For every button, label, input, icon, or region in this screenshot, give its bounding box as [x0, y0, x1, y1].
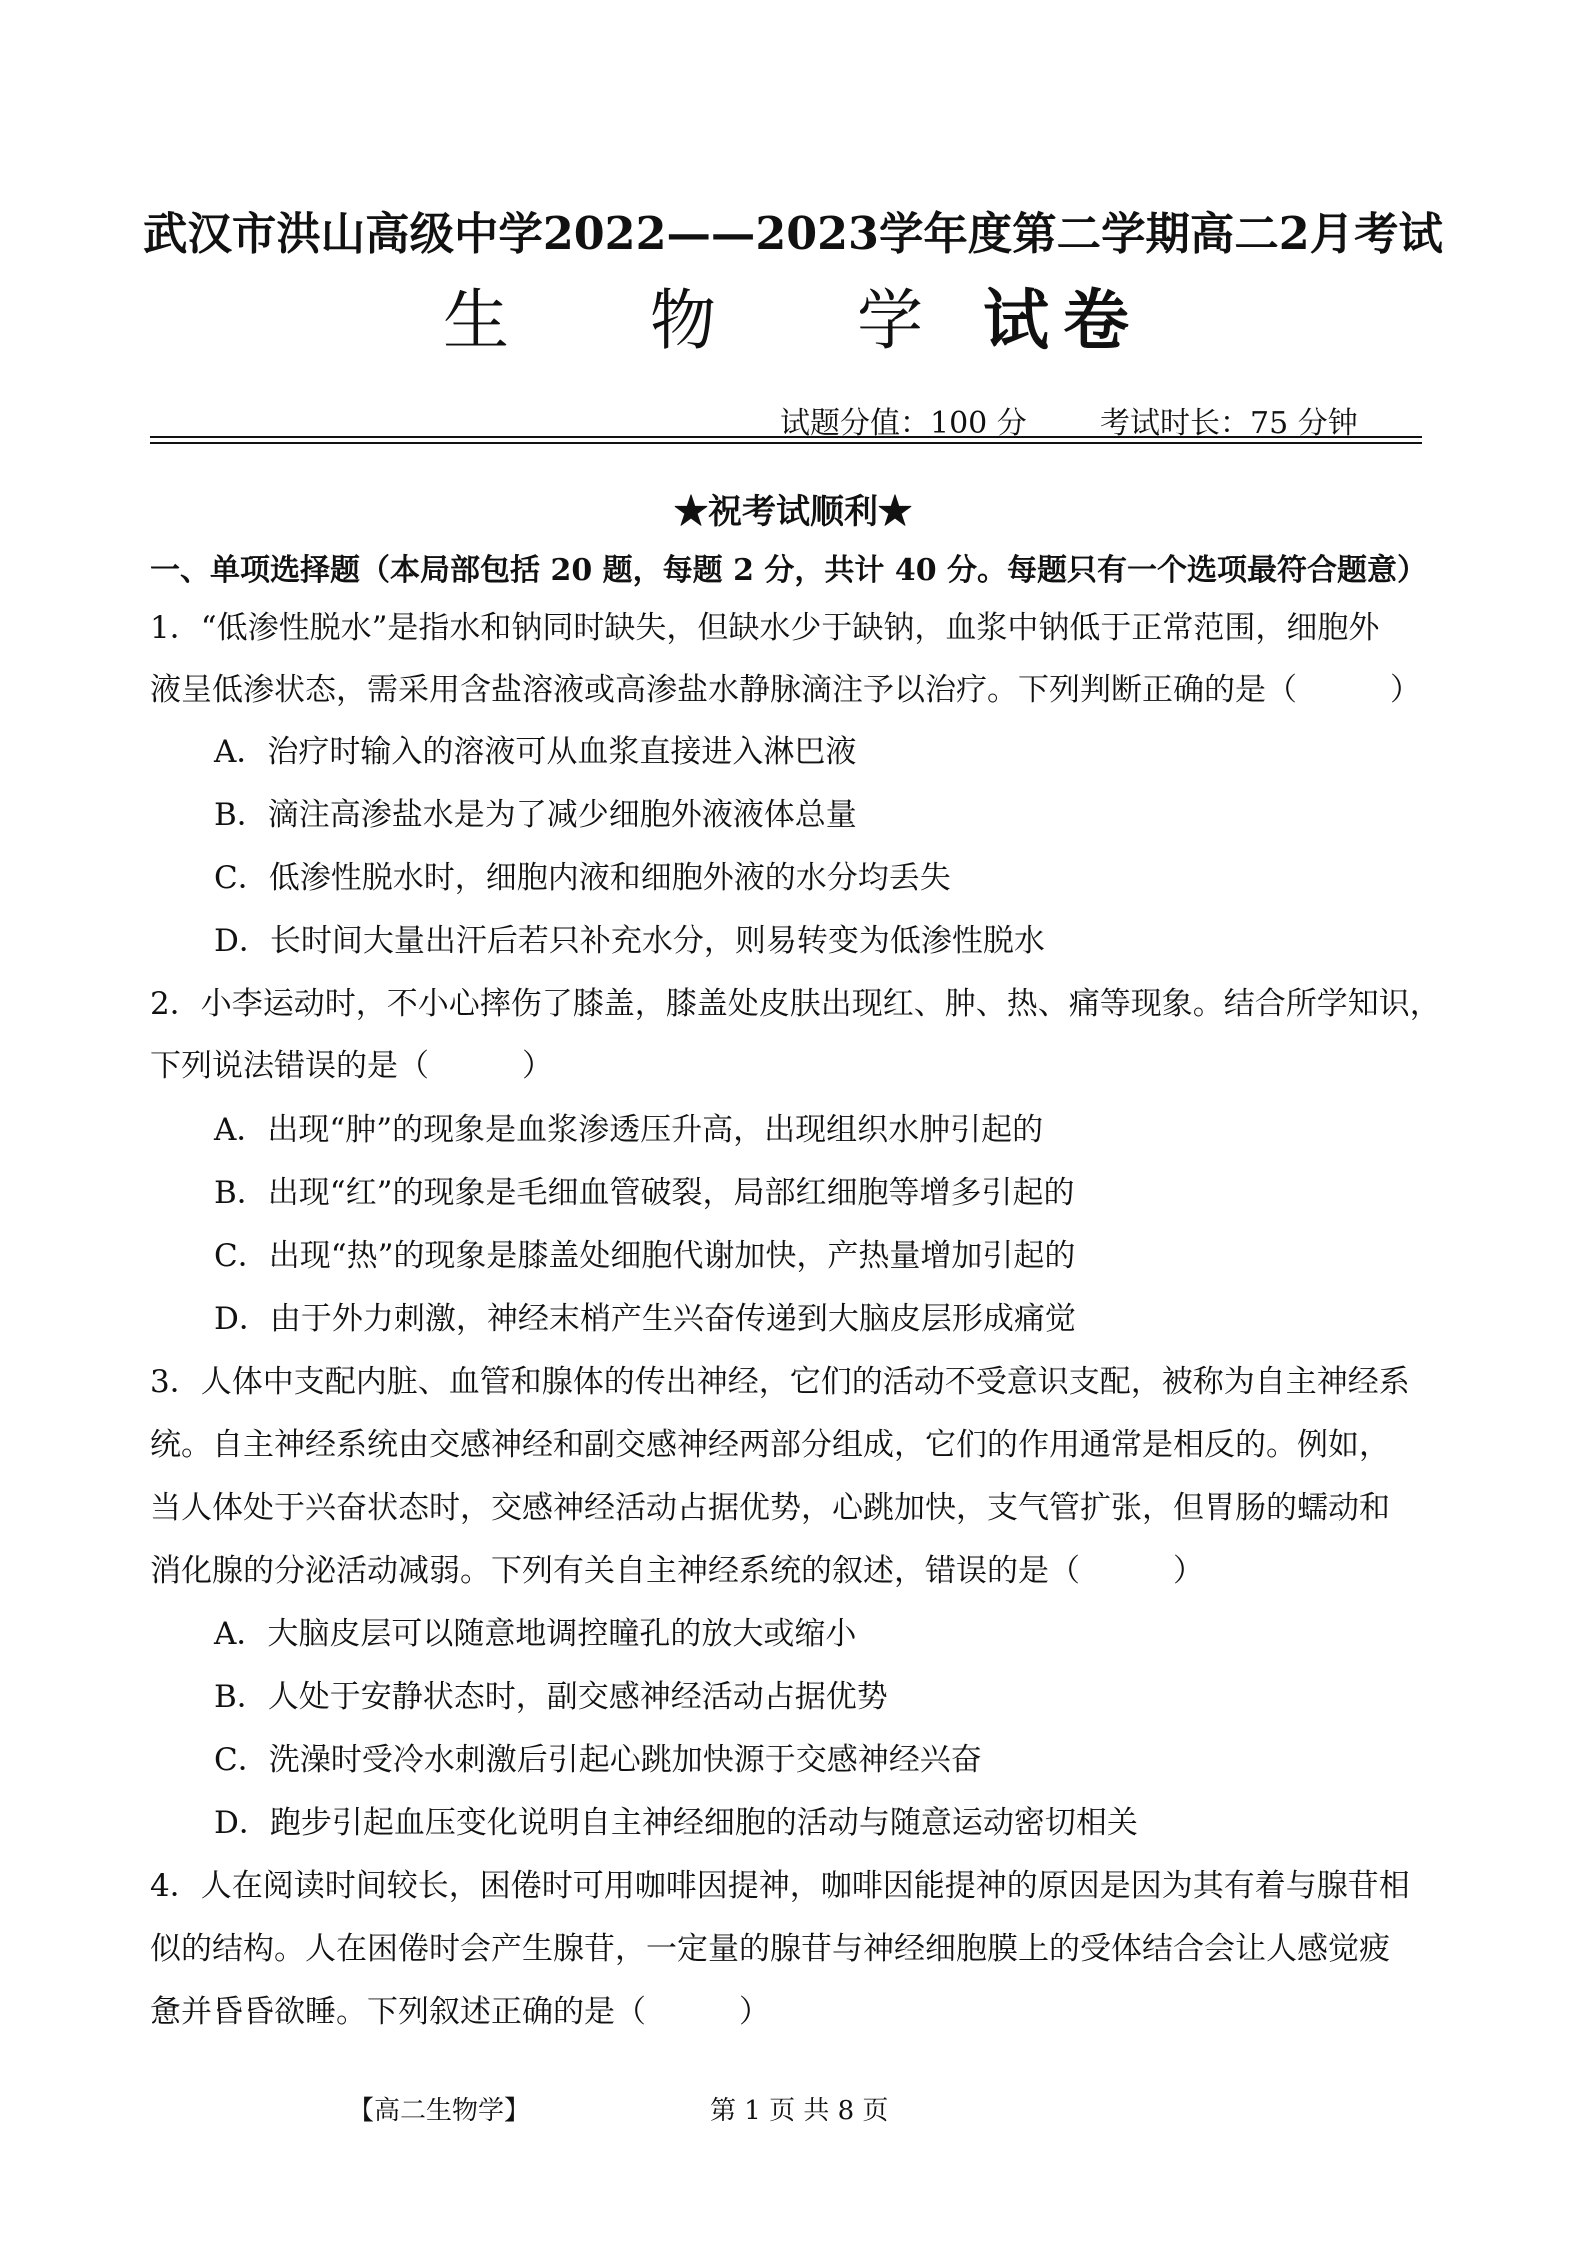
question-2-option-d: D．由于外力刺激，神经末梢产生兴奋传递到大脑皮层形成痛觉 [214, 1301, 1076, 1337]
question-3-option-d: D．跑步引起血压变化说明自主神经细胞的活动与随意运动密切相关 [214, 1805, 1138, 1841]
score-info: 试题分值：100 分 [780, 406, 1027, 441]
question-2-option-a: A．出现“肿”的现象是血浆渗透压升高，出现组织水肿引起的 [214, 1112, 1044, 1148]
footer-subject: 【高二生物学】 [348, 2096, 531, 2126]
question-1-option-c: C．低渗性脱水时，细胞内液和细胞外液的水分均丢失 [214, 860, 951, 896]
question-1-option-b: B．滴注高渗盐水是为了减少细胞外液液体总量 [214, 797, 857, 833]
question-1-option-d: D．长时间大量出汗后若只补充水分，则易转变为低渗性脱水 [214, 923, 1045, 959]
question-2-stem-line-2: 下列说法错误的是（ ） [150, 1048, 553, 1084]
question-4-stem-line-3: 惫并昏昏欲睡。下列叙述正确的是（ ） [150, 1994, 770, 2030]
question-1-option-a: A．治疗时输入的溶液可从血浆直接进入淋巴液 [214, 734, 857, 770]
question-2-stem-line-1: 2．小李运动时，不小心摔伤了膝盖，膝盖处皮肤出现红、肿、热、痛等现象。结合所学知识， [150, 986, 1441, 1022]
question-1-stem-line-2: 液呈低渗状态，需采用含盐溶液或高渗盐水静脉滴注予以治疗。下列判断正确的是（ ） [150, 672, 1421, 708]
question-4-stem-line-2: 似的结构。人在困倦时会产生腺苷，一定量的腺苷与神经细胞膜上的受体结合会让人感觉疲 [150, 1931, 1390, 1967]
subject-title [0, 280, 1586, 361]
section-heading: 一、单项选择题（本局部包括 20 题，每题 2 分，共计 40 分。每题只有一个选项最符合题意） [150, 553, 1428, 588]
question-3-option-b: B．人处于安静状态时，副交感神经活动占据优势 [214, 1679, 888, 1715]
question-3-stem-line-2: 统。自主神经系统由交感神经和副交感神经两部分组成，它们的作用通常是相反的。例如， [150, 1427, 1390, 1463]
question-3-option-c: C．洗澡时受冷水刺激后引起心跳加快源于交感神经兴奋 [214, 1742, 982, 1778]
blessing: ★祝考试顺利★ [674, 492, 912, 532]
duration-info: 考试时长：75 分钟 [1100, 406, 1358, 441]
question-2-option-b: B．出现“红”的现象是毛细血管破裂，局部红细胞等增多引起的 [214, 1175, 1075, 1211]
question-3-stem-line-3: 当人体处于兴奋状态时，交感神经活动占据优势，心跳加快，支气管扩张，但胃肠的蠕动和 [150, 1490, 1390, 1526]
header-rule-top [150, 436, 1422, 438]
header-rule-bottom [150, 442, 1422, 444]
question-3-stem-line-4: 消化腺的分泌活动减弱。下列有关自主神经系统的叙述，错误的是（ ） [150, 1553, 1204, 1589]
question-3-option-a: A．大脑皮层可以随意地调控瞳孔的放大或缩小 [214, 1616, 857, 1652]
question-3-stem-line-1: 3．人体中支配内脏、血管和腺体的传出神经，它们的活动不受意识支配，被称为自主神经系 [150, 1364, 1410, 1400]
paper-label: 试卷 [982, 281, 1143, 359]
question-1-stem-line-1: 1．“低渗性脱水”是指水和钠同时缺失，但缺水少于缺钠，血浆中钠低于正常范围，细胞外 [150, 610, 1380, 646]
page-number: 第 1 页 共 8 页 [710, 2096, 889, 2126]
question-4-stem-line-1: 4．人在阅读时间较长，困倦时可用咖啡因提神，咖啡因能提神的原因是因为其有着与腺苷相 [150, 1868, 1410, 1904]
question-2-option-c: C．出现“热”的现象是膝盖处细胞代谢加快，产热量增加引起的 [214, 1238, 1076, 1274]
exam-title: 武汉市洪山高级中学2022——2023学年度第二学期高二2月考试 [143, 208, 1443, 260]
subject-name: 生 物 学 [443, 282, 983, 359]
